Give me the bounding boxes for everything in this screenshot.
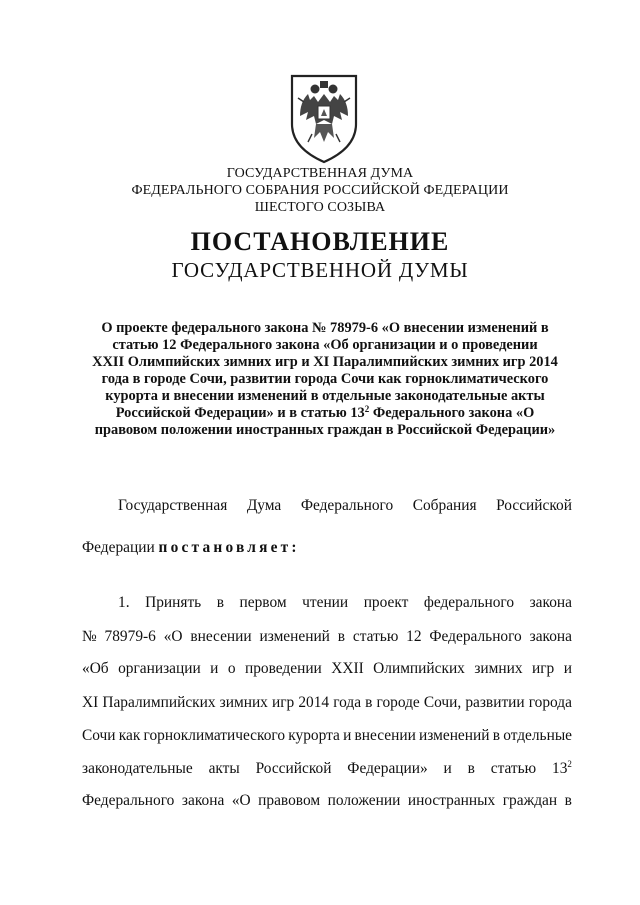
body-word: Сочи, xyxy=(423,694,462,711)
body-word: Олимпийских xyxy=(373,660,465,677)
subject-line: года в городе Сочи, развитии города Сочи как горноклиматического xyxy=(101,371,549,387)
body-word: чтении xyxy=(302,594,349,611)
body-word: игр xyxy=(532,660,555,677)
subject-line: правовом положении иностранных граждан в Российской Федерации» xyxy=(94,422,556,438)
body-word: в xyxy=(492,727,500,744)
body-word: закона xyxy=(529,628,572,645)
superscript: 2 xyxy=(364,404,370,414)
body-word: горноклиматического xyxy=(143,727,286,744)
org-line-2: ФЕДЕРАЛЬНОГО СОБРАНИЯ РОССИЙСКОЙ ФЕДЕРАЦИИ xyxy=(131,183,509,198)
body-word: закона xyxy=(181,792,225,809)
body-word: города xyxy=(528,694,572,711)
body-word: статью xyxy=(490,760,537,777)
body-word: развитии xyxy=(465,694,525,711)
body-line xyxy=(82,727,572,745)
body-word: правовом xyxy=(258,792,321,809)
body-word: курорта xyxy=(288,727,340,744)
body-word: городе xyxy=(376,694,420,711)
body-word: 2014 xyxy=(298,694,330,711)
body-word: Принять xyxy=(145,594,202,611)
body-line xyxy=(118,497,572,515)
body-word: Федерального xyxy=(300,497,394,514)
body-word: XI xyxy=(82,694,99,711)
body-text: Федерации xyxy=(82,539,159,556)
body-word: акты xyxy=(208,760,240,777)
body-line xyxy=(82,628,572,646)
body-word: изменений xyxy=(419,727,490,744)
decree-verb: постановляет: xyxy=(158,539,300,556)
subject-line: статью 12 Федерального закона «Об организации и о проведении xyxy=(112,337,538,353)
body-word: и xyxy=(210,660,219,677)
body-word: Паралимпийских xyxy=(102,694,216,711)
subject-text: Российской Федерации» и в статью 13 xyxy=(115,405,365,421)
body-line xyxy=(82,760,572,778)
coat-of-arms-emblem xyxy=(288,72,360,164)
body-word: и xyxy=(443,760,452,777)
subject-line xyxy=(82,405,568,422)
subject-line: курорта и внесении изменений в отдельные законодательные акты xyxy=(105,388,545,404)
body-word: года xyxy=(333,694,362,711)
body-word: изменений xyxy=(259,628,330,645)
body-word: Сочи xyxy=(82,727,116,744)
body-word: зимних xyxy=(474,660,523,677)
superscript: 2 xyxy=(567,759,572,769)
body-word: XXII xyxy=(331,660,364,677)
body-word: первом xyxy=(239,594,287,611)
document-title: ПОСТАНОВЛЕНИЕ xyxy=(190,227,450,256)
body-word: статью xyxy=(352,628,399,645)
body-word: Российской xyxy=(496,497,572,514)
subject-line: XXII Олимпийских зимних игр и XI Паралимпийских зимних игр 2014 xyxy=(92,354,558,370)
body-word: внесении xyxy=(190,628,252,645)
body-word: Федерации» xyxy=(347,760,428,777)
document-subtitle: ГОСУДАРСТВЕННОЙ ДУМЫ xyxy=(171,258,469,282)
body-word: отдельные xyxy=(503,727,572,744)
body-word: в xyxy=(337,628,346,645)
body-word: 78979-6 xyxy=(104,628,156,645)
body-word: «О xyxy=(163,628,183,645)
body-word: законодательные xyxy=(82,760,193,777)
body-word: и xyxy=(343,727,352,744)
body-word: Федерального xyxy=(429,628,522,645)
body-word: проект xyxy=(363,594,409,611)
body-word: Дума xyxy=(246,497,282,514)
body-line xyxy=(82,539,572,557)
body-line xyxy=(82,792,572,810)
body-word: 12 xyxy=(406,628,422,645)
org-line-3: ШЕСТОГО СОЗЫВА xyxy=(254,200,386,215)
body-word: в xyxy=(467,760,475,777)
body-line xyxy=(82,660,572,678)
org-line-1: ГОСУДАРСТВЕННАЯ ДУМА xyxy=(226,166,414,181)
body-word: № xyxy=(82,628,97,645)
body-word: федерального xyxy=(423,594,515,611)
body-word: иностранных xyxy=(407,792,496,809)
body-word: 1. xyxy=(118,594,130,611)
body-word: Федерального xyxy=(82,792,175,809)
body-word: закона xyxy=(529,594,572,611)
body-word: граждан xyxy=(502,792,558,809)
body-word: Российской xyxy=(255,760,332,777)
body-line xyxy=(118,594,572,612)
article-number: 13 xyxy=(552,760,568,777)
body-word: проведении xyxy=(244,660,322,677)
body-word: в xyxy=(365,694,373,711)
body-word: Собрания xyxy=(412,497,477,514)
body-word: организации xyxy=(118,660,201,677)
body-word xyxy=(552,760,572,778)
body-word: о xyxy=(227,660,236,677)
body-word: в xyxy=(564,792,572,809)
subject-block xyxy=(82,320,568,439)
body-word: зимних xyxy=(219,694,268,711)
body-word: внесении xyxy=(354,727,416,744)
body-word: в xyxy=(216,594,224,611)
body-word: и xyxy=(563,660,572,677)
body-word: положении xyxy=(327,792,401,809)
body-word: игр xyxy=(271,694,295,711)
body-word: Государственная xyxy=(118,497,228,514)
body-word: как xyxy=(118,727,141,744)
body-word: «О xyxy=(231,792,251,809)
subject-text: Федерального закона «О xyxy=(369,405,535,421)
body-word: «Об xyxy=(82,660,109,677)
subject-line: О проекте федерального закона № 78979-6 «О внесении изменений в xyxy=(101,320,549,336)
body-line xyxy=(82,694,572,712)
